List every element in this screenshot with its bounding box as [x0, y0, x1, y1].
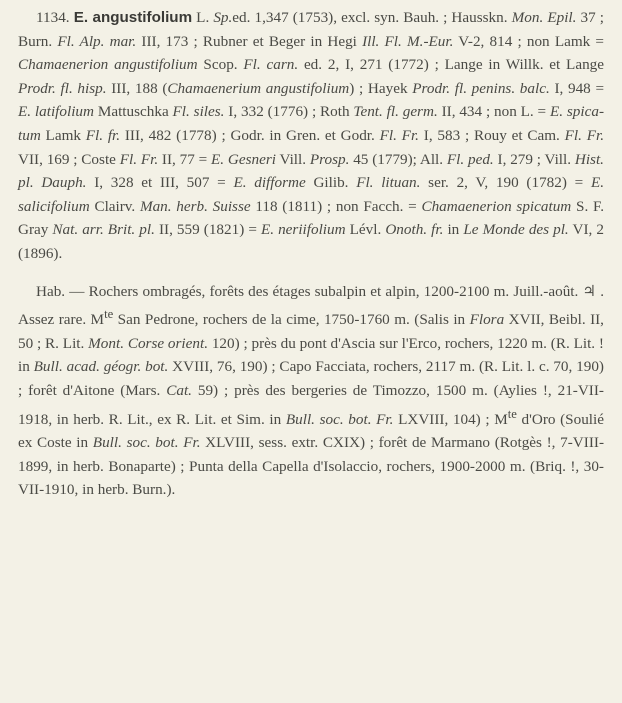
text-run: d'Oro (Soulié ex Coste in [18, 410, 604, 452]
text-run: III, 173 ; Rubner et Beger in Hegi [136, 32, 363, 50]
text-run: Clairv. [89, 197, 140, 215]
italic-text: Le Monde des pl. [463, 221, 569, 239]
italic-text: Fl. Alp. mar. [57, 32, 137, 50]
italic-text: Bull. soc. bot. Fr. [92, 434, 201, 452]
italic-text: Hist. pl. Dauph. [18, 150, 604, 192]
italic-text: Prodr. fl. penins. balc. [412, 79, 550, 97]
text-run: Vill. [276, 150, 310, 168]
species-name: E. angustifolium [73, 9, 193, 26]
italic-text: Chamaenerion angustifolium [18, 56, 198, 74]
italic-text: Chamaenerion spicatum [421, 197, 572, 215]
text-run: ) ; Hayek [349, 79, 413, 97]
text-run: I, 279 ; Vill. [493, 150, 575, 168]
superscript-text: te [104, 307, 114, 322]
italic-text: Flora [469, 311, 505, 329]
text-run: V-2, 814 ; non Lamk = [453, 32, 604, 50]
italic-text: Bull. acad. géogr. bot. [33, 358, 169, 376]
italic-text: Fl. siles. [172, 103, 225, 121]
italic-text: Prosp. [309, 150, 350, 168]
italic-text: E. difforme [233, 174, 306, 192]
text-run: Scop. [197, 56, 244, 74]
italic-text: E. neriifolium [260, 221, 346, 239]
text-run: XVII, Beibl. II, 50 ; R. Lit. [18, 311, 604, 352]
italic-text: Bull. soc. bot. Fr. [285, 410, 394, 428]
superscript-text: te [507, 406, 517, 421]
species-entry [18, 6, 604, 266]
text-run: Mattuschka [93, 103, 173, 121]
italic-text: Fl. lituan. [356, 174, 421, 192]
text-run: III, 482 (1778) ; Godr. in Gren. et Godr. [120, 126, 380, 144]
text-run: I, 332 (1776) ; Roth [224, 103, 354, 121]
text-run: XLVIII, sess. extr. CXIX) ; forêt de Marmano (Rotgès !, 7-VIII-1899, in herb. Bonaparte) ; Punta della Capella d'Isolaccio, rochers, 1900-2000 m. (Briq. !, 30-VII-1910, in herb. Burn.). [18, 434, 605, 499]
text-run: II, 434 ; non L. = [437, 103, 550, 121]
text-run: 59) ; près des bergeries de Timozzo, 1500 m. (Aylies !, 21-VII-1918, in herb. R. Lit., ex R. Lit. et Sim. in [18, 381, 604, 428]
text-run: I, 583 ; Rouy et Cam. [418, 126, 565, 144]
text-run: 45 (1779); All. [349, 150, 447, 168]
text-run: Lamk [40, 126, 86, 144]
text-run: ed. 1,347 (1753), excl. syn. Bauh. ; Hausskn. [232, 9, 512, 26]
italic-text: Cat. [166, 381, 192, 399]
italic-text: E. Gesneri [211, 150, 276, 168]
text-run: II, 77 = [158, 150, 212, 168]
italic-text: Ill. Fl. M.-Eur. [362, 32, 454, 50]
italic-text: Tent. fl. germ. [353, 103, 438, 121]
italic-text: Nat. arr. Brit. pl. [52, 221, 155, 239]
italic-text: Man. herb. Suisse [139, 197, 251, 215]
habitat-paragraph [18, 280, 604, 502]
italic-text: Fl. carn. [243, 56, 299, 74]
italic-text: Mont. Corse orient. [88, 334, 208, 352]
text-run: ed. 2, I, 271 (1772) ; Lange in Willk. et Lange [298, 56, 604, 74]
text-run: ser. 2, V, 190 (1782) = [420, 174, 591, 192]
italic-text: Fl. Fr. [119, 150, 159, 168]
italic-text: Chamaenerium angustifolium [167, 79, 350, 97]
text-run: III, 188 ( [106, 79, 168, 97]
italic-text: Prodr. fl. hisp. [18, 79, 107, 97]
text-run: 37 ; Burn. [18, 9, 604, 50]
text-run: San Pedrone, rochers de la cime, 1750-1760 m. (Salis in [113, 311, 470, 329]
text-run: LXVIII, 104) ; M [393, 410, 508, 428]
italic-text: Fl. fr. [85, 126, 121, 144]
text-run: VII, 169 ; Coste [18, 150, 120, 168]
text-run: Hab. — Rochers ombragés, forêts des étages subalpin et alpin, 1200-2100 m. Juill.-août. ♃ . Assez rare. M [18, 282, 604, 329]
italic-text: Onoth. fr. [385, 221, 444, 239]
text-run: XVIII, 76, 190) ; Capo Facciata, rochers, 2117 m. (R. Lit. l. c. 70, 190) ; forêt d'Aitone (Mars. [18, 358, 604, 399]
text-run: Gilib. [305, 174, 357, 192]
text-run: I, 328 et III, 507 = [86, 174, 234, 192]
italic-text: Sp. [213, 9, 233, 26]
text-run: I, 948 = [549, 79, 605, 97]
text-run: 120) ; près du pont d'Ascia sur l'Erco, rochers, 1220 m. (R. Lit. ! in [18, 334, 604, 376]
italic-text: E. latifolium [18, 103, 94, 121]
text-run: L. [192, 9, 214, 26]
italic-text: Fl. Fr. [379, 126, 419, 144]
italic-text: E. spicatum [18, 103, 605, 144]
entry-number: 1134. [36, 9, 70, 26]
text-run: S. F. Gray [18, 197, 604, 239]
text-run: in [443, 221, 464, 239]
text-run: II, 559 (1821) = [154, 221, 261, 239]
italic-text: E. salicifolium [18, 174, 605, 215]
italic-text: Fl. Fr. [564, 126, 605, 144]
synonymy-text [18, 9, 604, 262]
italic-text: Fl. ped. [446, 150, 494, 168]
text-run: Lévl. [345, 221, 386, 239]
text-run: VI, 2 (1896). [18, 221, 604, 262]
text-run: 118 (1811) ; non Facch. = [250, 197, 422, 215]
italic-text: Mon. Epil. [511, 9, 577, 26]
